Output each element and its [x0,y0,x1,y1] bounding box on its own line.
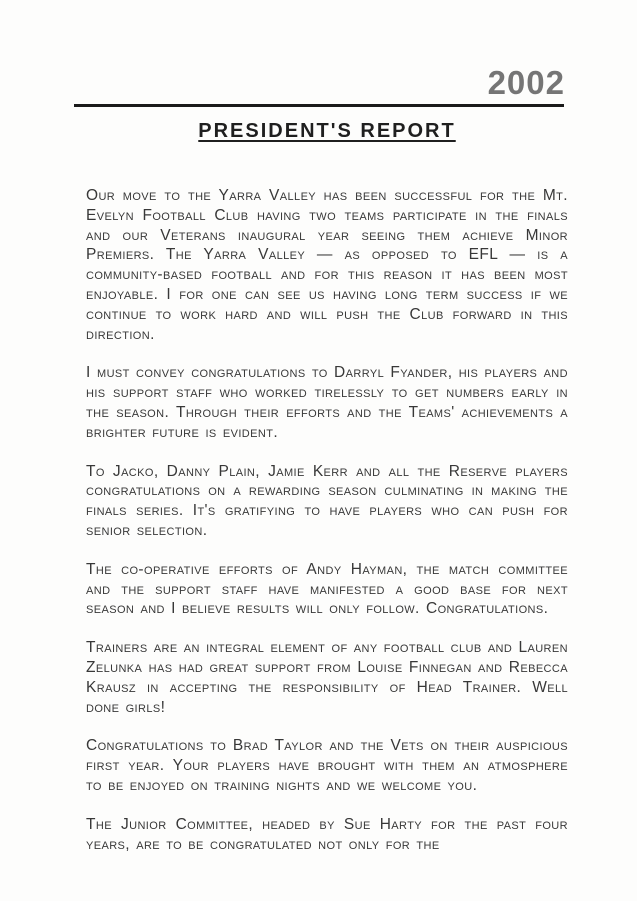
paragraph-vets: Congratulations to Brad Taylor and the Vets on their auspicious first year. Your players have brought with them an atmosphere to be enjoyed on training nights and we welcome you. [86,737,568,794]
paragraph-match-committee: The co-operative efforts of Andy Hayman, the match committee and the support staff have manifested a good base for next season and I believe results will only follow. Congratulations. [86,560,568,618]
paragraph-darryl-fyander: I must convey congratulations to Darryl Fyander, his players and his support staff who worked tirelessly to get numbers early in the season. Through their efforts and the Teams' achievements a brighter future is evident. [86,364,568,441]
header-rule [74,104,564,107]
paragraph-junior-committee: The Junior Committee, headed by Sue Harty for the past four years, are to be congratulated not only for the [86,815,568,853]
paragraph-trainers: Trainers are an integral element of any football club and Lauren Zelunka has had great support from Louise Finnegan and Rebecca Krausz in accepting the responsibility of Head Trainer. Well done girls! [86,639,568,716]
page-title: PRESIDENT'S REPORT [198,120,456,142]
paragraph-yarra-valley-move: Our move to the Yarra Valley has been successful for the Mt. Evelyn Football Club having two teams participate in the finals and our Veterans inaugural year seeing them achieve Minor Premiers. The Yarra Valley — as opposed to EFL — is a community-based football and for this reason it has been most enjoyable. I for one can see us having long term success if we continue to work hard and will push the Club forward in this direction. [86,187,568,343]
report-body [86,186,568,873]
report-year: 2002 [487,64,565,101]
paragraph-reserve-players: To Jacko, Danny Plain, Jamie Kerr and all the Reserve players congratulations on a rewarding season culminating in making the finals series. It's gratifying to have players who can push for senior selection. [86,462,568,539]
